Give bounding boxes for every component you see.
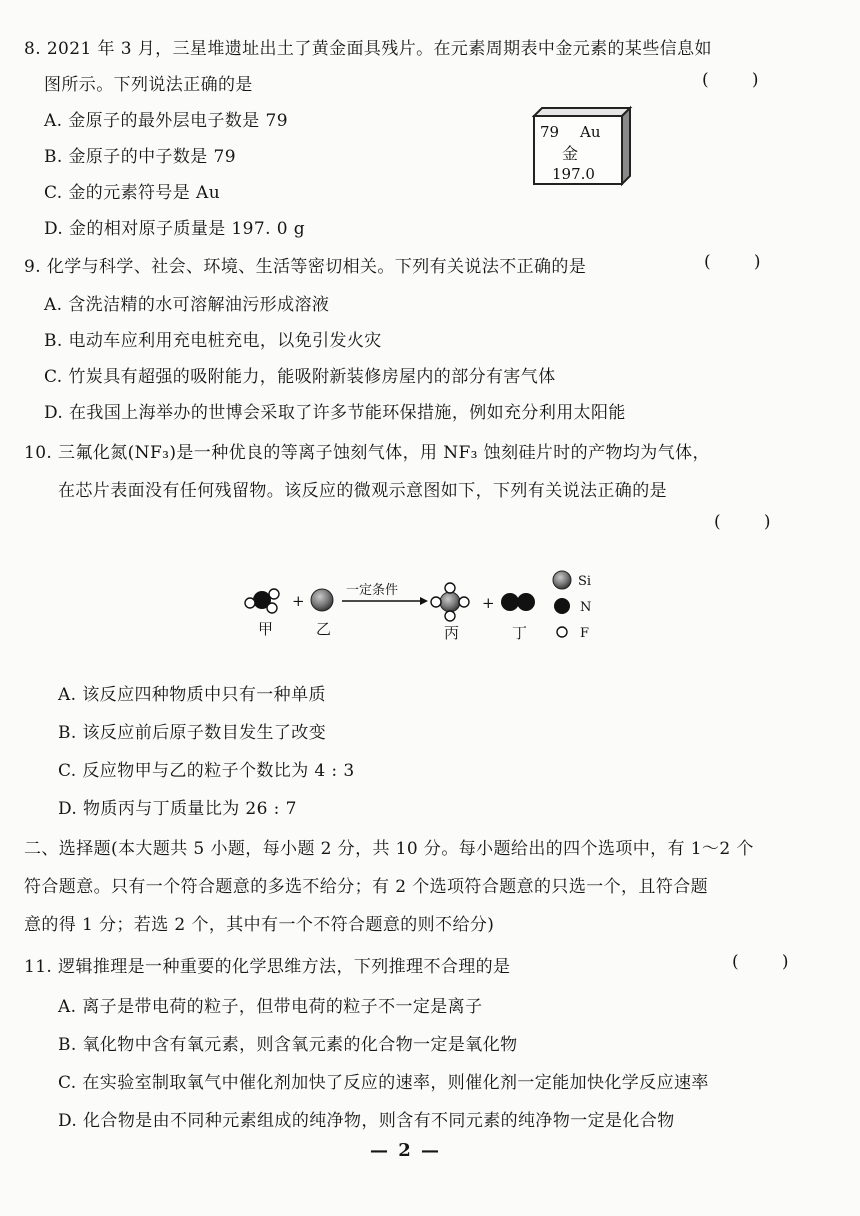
bing-si-atom — [440, 592, 460, 612]
gold-element-card — [530, 104, 634, 188]
legend-f-label: F — [580, 626, 590, 641]
card-side-face — [622, 108, 630, 184]
element-atomic-mass: 197.0 — [552, 165, 595, 183]
bing-f-atom-left — [431, 597, 441, 607]
bing-f-atom-right — [459, 597, 469, 607]
q9-option-d: D. 在我国上海举办的世博会采取了许多节能环保措施，例如充分利用太阳能 — [44, 403, 626, 423]
q9-option-c: C. 竹炭具有超强的吸附能力，能吸附新装修房屋内的部分有害气体 — [44, 367, 556, 387]
jia-f-atom-2 — [269, 589, 279, 599]
section2-instructions-line3: 意的得 1 分；若选 2 个，其中有一个不符合题意的则不给分) — [24, 915, 495, 935]
molecule-bing-sif4 — [431, 583, 469, 621]
element-name: 金 — [562, 144, 579, 163]
yi-si-atom — [311, 589, 333, 611]
reaction-arrow-head — [420, 597, 428, 605]
q10-option-c: C. 反应物甲与乙的粒子个数比为 4 : 3 — [58, 761, 355, 781]
q8-stem-line2: 图所示。下列说法正确的是 — [44, 75, 253, 95]
q10-option-b: B. 该反应前后原子数目发生了改变 — [58, 723, 327, 743]
section2-instructions-line1: 二、选择题(本大题共 5 小题，每小题 2 分，共 10 分。每小题给出的四个选项中，有 1～2 个 — [24, 839, 754, 859]
q8-option-d: D. 金的相对原子质量是 197. 0 g — [44, 219, 305, 239]
legend-si-label: Si — [578, 574, 592, 589]
element-card-graphic — [530, 104, 634, 188]
bing-f-atom-bottom — [445, 611, 455, 621]
element-symbol: Au — [580, 123, 601, 141]
q10-stem-line2: 在芯片表面没有任何残留物。该反应的微观示意图如下，下列有关说法正确的是 — [58, 481, 667, 501]
bing-f-atom-top — [445, 583, 455, 593]
q11-option-a: A. 离子是带电荷的粒子，但带电荷的粒子不一定是离子 — [58, 997, 483, 1017]
element-atomic-number: 79 — [540, 123, 560, 141]
q11-option-c: C. 在实验室制取氧气中催化剂加快了反应的速率，则催化剂一定能加快化学反应速率 — [58, 1073, 709, 1093]
q9-option-a: A. 含洗洁精的水可溶解油污形成溶液 — [44, 295, 330, 315]
reaction-diagram — [236, 566, 616, 648]
q9-stem: 9. 化学与科学、社会、环境、生活等密切相关。下列有关说法不正确的是 — [24, 257, 587, 277]
q10-stem-line1: 10. 三氟化氮(NF₃)是一种优良的等离子蚀刻气体，用 NF₃ 蚀刻硅片时的产物均为气体， — [24, 443, 710, 463]
page-number: — 2 — — [370, 1140, 442, 1161]
card-top-face — [534, 108, 630, 116]
label-ding: 丁 — [512, 624, 528, 642]
ding-n-atom-1 — [501, 593, 519, 611]
q10-option-a: A. 该反应四种物质中只有一种单质 — [58, 685, 326, 705]
q8-option-b: B. 金原子的中子数是 79 — [44, 147, 236, 167]
q8-answer-paren: ( ) — [702, 70, 759, 90]
molecule-jia-nf3 — [245, 589, 279, 613]
reaction-condition: 一定条件 — [346, 583, 399, 598]
q10-answer-paren: ( ) — [714, 512, 771, 532]
q11-option-b: B. 氧化物中含有氧元素，则含氧元素的化合物一定是氧化物 — [58, 1035, 518, 1055]
section2-instructions-line2: 符合题意。只有一个符合题意的多选不给分；有 2 个选项符合题意的只选一个，且符合题 — [24, 877, 709, 897]
q10-option-d: D. 物质丙与丁质量比为 26 : 7 — [58, 799, 297, 819]
q8-option-a: A. 金原子的最外层电子数是 79 — [44, 111, 288, 131]
label-jia: 甲 — [258, 620, 274, 638]
q11-answer-paren: ( ) — [732, 952, 789, 972]
jia-f-atom-1 — [245, 598, 255, 608]
ding-n-atom-2 — [517, 593, 535, 611]
q9-option-b: B. 电动车应利用充电桩充电，以免引发火灾 — [44, 331, 382, 351]
label-bing: 丙 — [444, 624, 460, 642]
legend-f-atom — [557, 627, 567, 637]
q11-stem: 11. 逻辑推理是一种重要的化学思维方法，下列推理不合理的是 — [24, 957, 511, 977]
plus-sign-1: + — [292, 592, 305, 610]
reaction-diagram-svg — [236, 566, 616, 648]
legend-n-label: N — [580, 600, 592, 615]
q11-option-d: D. 化合物是由不同种元素组成的纯净物，则含有不同元素的纯净物一定是化合物 — [58, 1111, 675, 1131]
legend-n-atom — [554, 598, 570, 614]
legend-si-atom — [553, 571, 571, 589]
plus-sign-2: + — [482, 594, 495, 612]
q8-stem-line1: 8. 2021 年 3 月，三星堆遗址出土了黄金面具残片。在元素周期表中金元素的某些信息如 — [24, 39, 712, 59]
label-yi: 乙 — [316, 620, 332, 638]
q8-option-c: C. 金的元素符号是 Au — [44, 183, 221, 203]
jia-f-atom-3 — [267, 603, 277, 613]
q9-answer-paren: ( ) — [704, 252, 761, 272]
